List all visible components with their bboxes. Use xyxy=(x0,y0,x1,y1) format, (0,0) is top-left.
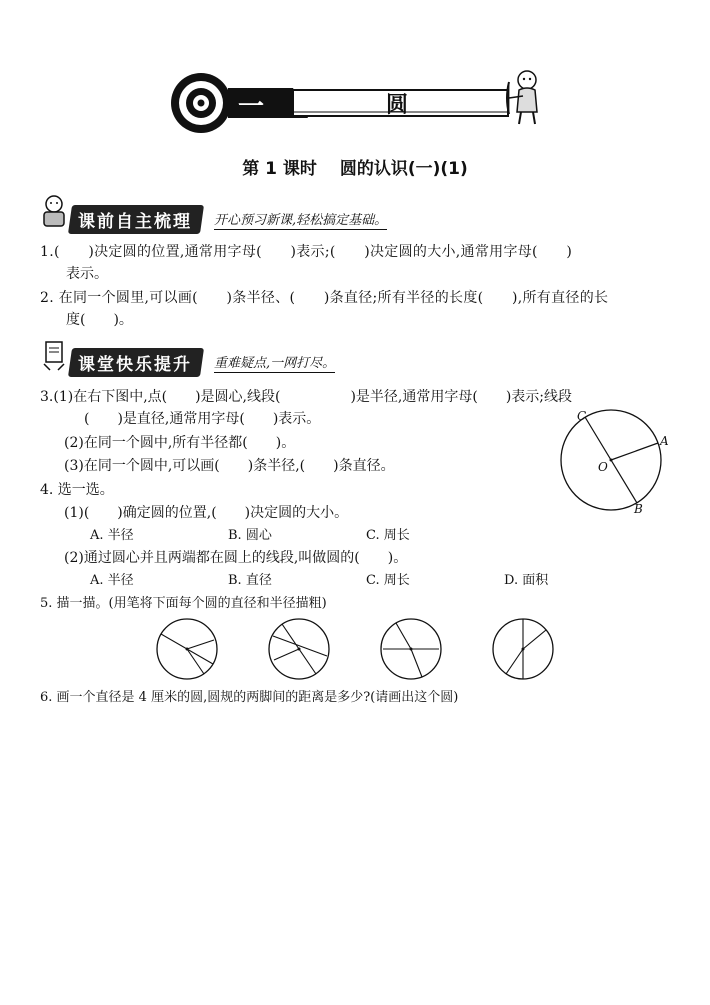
trace-circle-4 xyxy=(488,616,558,682)
circle-diagram xyxy=(552,405,672,517)
q4-2-option-c: C. 周长 xyxy=(366,573,410,588)
question-4-part-1: (1)( )确定圆的位置,( )决定圆的大小。 xyxy=(64,505,349,521)
question-3-line-2: ( )是直径,通常用字母( )表示。 xyxy=(84,411,321,427)
archer-mascot-icon xyxy=(505,68,545,128)
chapter-header-graphic xyxy=(168,70,548,136)
section-classroom-banner: 课堂快乐提升 xyxy=(68,348,204,377)
q4-2-option-d: D. 面积 xyxy=(504,573,549,588)
trace-circle-3 xyxy=(376,616,446,682)
q4-1-option-b: B. 圆心 xyxy=(228,528,272,543)
lesson-title: 第 1 课时 圆的认识(一)(1) xyxy=(242,159,468,179)
q4-2-option-a: A. 半径 xyxy=(90,573,134,588)
question-2-line-2: 度( )。 xyxy=(66,312,133,328)
section-preview-banner: 课前自主梳理 xyxy=(68,205,204,234)
section-classroom xyxy=(70,350,335,374)
chapter-number: 一 xyxy=(238,92,265,122)
section-classroom-subtitle: 重难疑点,一网打尽。 xyxy=(214,352,335,373)
diagram-label-b: B xyxy=(634,502,643,516)
trace-circle-1 xyxy=(152,616,222,682)
q4-1-option-c: C. 周长 xyxy=(366,528,410,543)
q4-2-option-b: B. 直径 xyxy=(228,573,272,588)
chapter-title: 圆 xyxy=(386,92,409,118)
question-4: 4. 选一选。 xyxy=(40,482,114,498)
question-3-line-1: 3.(1)在右下图中,点( )是圆心,线段( )是半径,通常用字母( )表示;线段 xyxy=(40,389,573,405)
diagram-label-o: O xyxy=(598,460,608,474)
question-6: 6. 画一个直径是 4 厘米的圆,圆规的两脚间的距离是多少?(请画出这个圆) xyxy=(40,690,459,705)
question-5: 5. 描一描。(用笔将下面每个圆的直径和半径描粗) xyxy=(40,596,327,611)
diagram-label-a: A xyxy=(660,434,669,448)
trace-circle-2 xyxy=(264,616,334,682)
section-preview-subtitle: 开心预习新课,轻松搞定基础。 xyxy=(214,209,387,230)
question-3-part-3: (3)在同一个圆中,可以画( )条半径,( )条直径。 xyxy=(64,458,395,474)
question-2-line-1: 2. 在同一个圆里,可以画( )条半径、( )条直径;所有半径的长度( ),所有直径的长 xyxy=(40,290,609,306)
section-preview xyxy=(70,207,387,231)
question-3-part-2: (2)在同一个圆中,所有半径都( )。 xyxy=(64,435,296,451)
question-1-line-1: 1.( )决定圆的位置,通常用字母( )表示;( )决定圆的大小,通常用字母( ) xyxy=(40,244,573,260)
question-4-part-2: (2)通过圆心并且两端都在圆上的线段,叫做圆的( )。 xyxy=(64,550,408,566)
student-mascot-icon xyxy=(38,194,70,228)
book-mascot-icon xyxy=(38,338,70,372)
diagram-label-c: C xyxy=(577,409,587,423)
q4-1-option-a: A. 半径 xyxy=(90,528,134,543)
question-1-line-2: 表示。 xyxy=(66,266,108,282)
chapter-header xyxy=(168,70,548,136)
